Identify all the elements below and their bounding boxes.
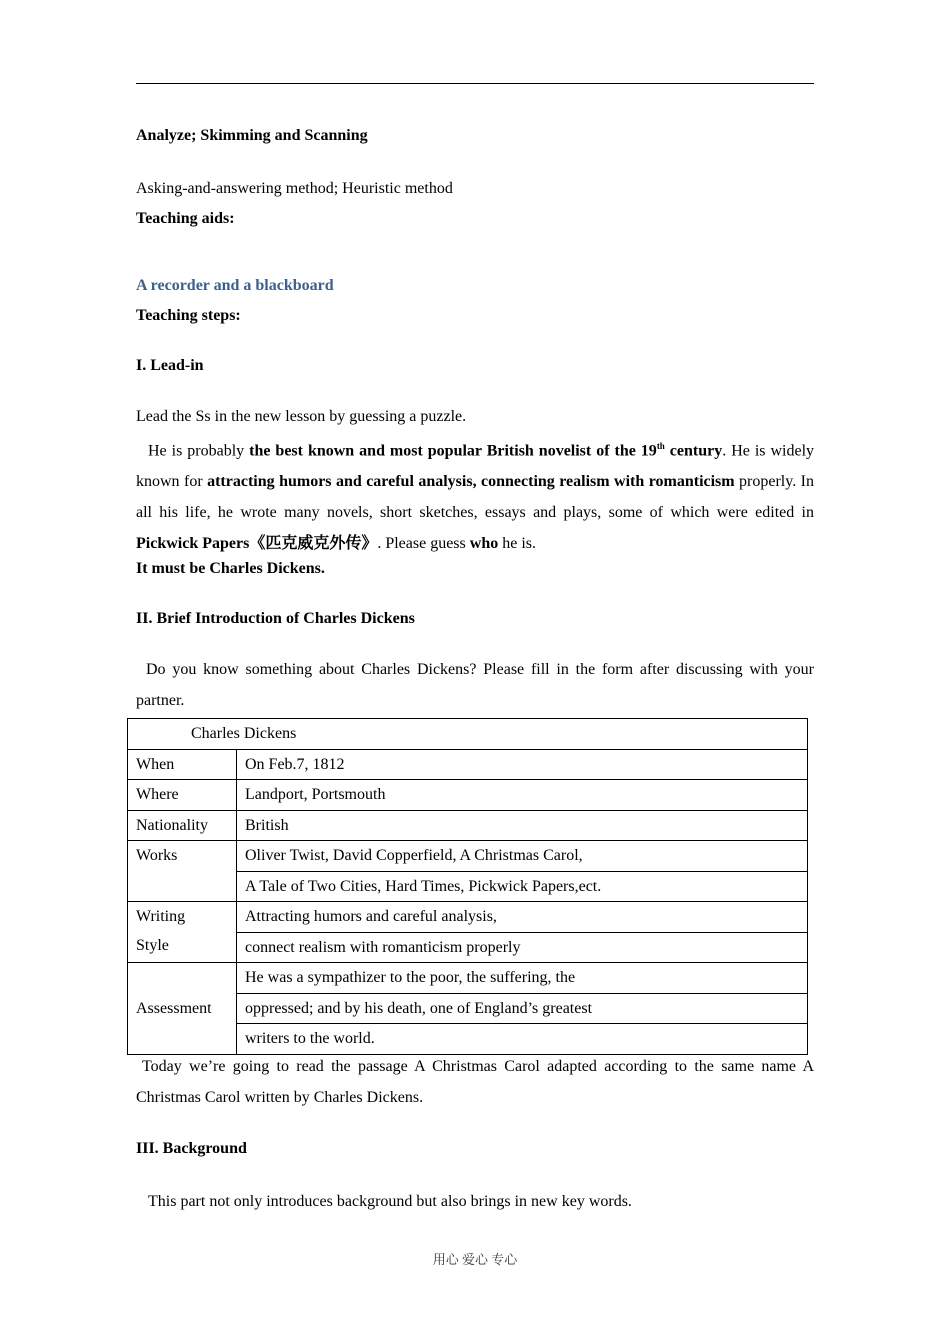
methods-heading: Analyze; Skimming and Scanning xyxy=(136,127,368,144)
page-footer: 用心 爱心 专心 xyxy=(432,1252,518,1267)
superscript: th xyxy=(656,441,665,451)
row-value: Attracting humors and careful analysis, xyxy=(237,902,808,933)
table-row xyxy=(128,810,808,841)
table-row xyxy=(128,963,808,994)
text: . Please guess xyxy=(377,535,470,553)
label-line: Writing xyxy=(136,908,186,925)
section1-intro: Lead the Ss in the new lesson by guessing a puzzle. xyxy=(136,408,467,425)
puzzle-paragraph xyxy=(136,431,814,559)
row-label: Where xyxy=(128,780,237,811)
table-row xyxy=(128,749,808,780)
row-label: Assessment xyxy=(128,963,237,1055)
section2-intro: Do you know something about Charles Dickens? Please fill in the form after discussing with your partner. xyxy=(136,661,814,709)
bold-text: century xyxy=(664,442,723,460)
row-label: Works xyxy=(128,841,237,902)
steps-heading: Teaching steps: xyxy=(136,307,241,324)
text: . He is widely known for xyxy=(136,442,815,491)
row-value: British xyxy=(237,810,808,841)
text: He is probably xyxy=(148,442,250,460)
section3-text: This part not only introduces background but also brings in new key words. xyxy=(148,1193,632,1210)
text: he is. xyxy=(498,535,536,553)
table-title: Charles Dickens xyxy=(128,719,808,750)
section2-after: Today we’re going to read the passage A Christmas Carol adapted according to the same name A Christmas Carol written by Charles Dickens. xyxy=(136,1058,814,1106)
label-line: Style xyxy=(136,937,169,954)
dickens-table xyxy=(127,718,808,1055)
bold-text: who xyxy=(469,535,499,553)
row-value: writers to the world. xyxy=(237,1024,808,1055)
aids-text: A recorder and a blackboard xyxy=(136,277,334,294)
row-label: Nationality xyxy=(128,810,237,841)
row-value: connect realism with romanticism properly xyxy=(237,932,808,963)
row-value: He was a sympathizer to the poor, the suffering, the xyxy=(237,963,808,994)
bold-text: attracting humors and careful analysis, connecting realism with romanticism xyxy=(207,473,735,491)
methods-text: Asking-and-answering method; Heuristic method xyxy=(136,180,453,197)
row-value: Landport, Portsmouth xyxy=(237,780,808,811)
row-value: On Feb.7, 1812 xyxy=(237,749,808,780)
answer-text: It must be Charles Dickens. xyxy=(136,560,325,577)
row-value: Oliver Twist, David Copperfield, A Christmas Carol, xyxy=(237,841,808,872)
table-row xyxy=(128,902,808,933)
header-rule xyxy=(136,83,814,84)
section1-heading: I. Lead-in xyxy=(136,357,204,374)
bold-text: Pickwick Papers《匹克威克外传》 xyxy=(136,535,378,553)
table-row xyxy=(128,780,808,811)
row-value: oppressed; and by his death, one of England’s greatest xyxy=(237,993,808,1024)
text: properly. In all his life, he wrote many novels, short sketches, essays and plays, some of which were edited in xyxy=(136,473,814,522)
section2-heading: II. Brief Introduction of Charles Dickens xyxy=(136,610,415,627)
row-value: A Tale of Two Cities, Hard Times, Pickwick Papers,ect. xyxy=(237,871,808,902)
row-label xyxy=(128,902,237,963)
table-row xyxy=(128,841,808,872)
aids-heading: Teaching aids: xyxy=(136,210,235,227)
row-label: When xyxy=(128,749,237,780)
section3-heading: III. Background xyxy=(136,1140,247,1157)
bold-text: the best known and most popular British novelist of the 19 xyxy=(249,442,657,460)
